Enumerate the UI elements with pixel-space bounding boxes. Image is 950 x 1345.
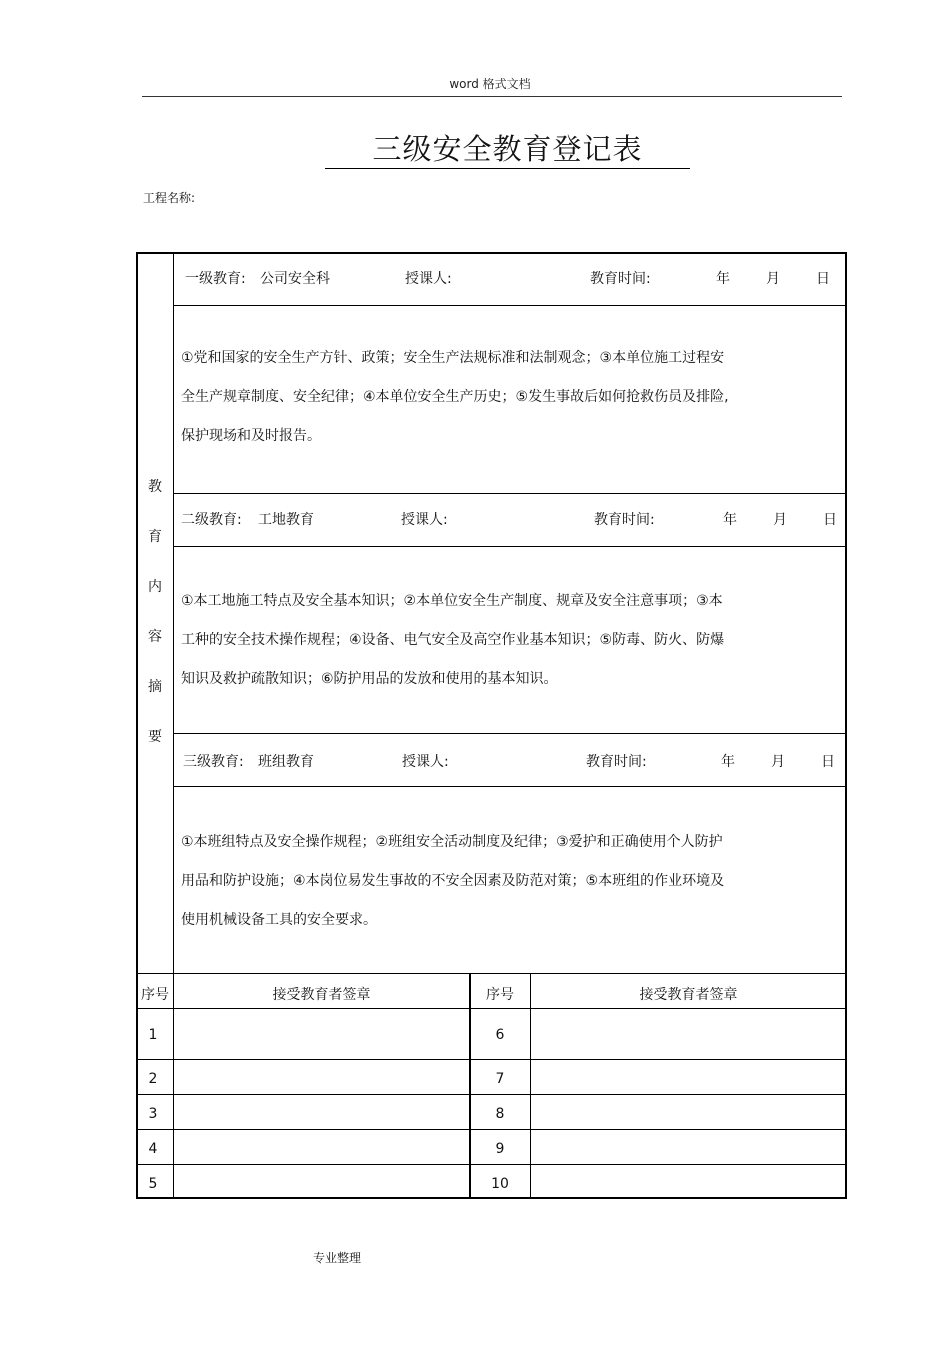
left-seq-number: 5 <box>148 1176 158 1192</box>
side-label-char: 内 <box>148 579 162 595</box>
section3-content-line: ①本班组特点及安全操作规程；②班组安全活动制度及纪律；③爱护和正确使用个人防护 <box>181 834 723 850</box>
sign-col-divider <box>530 973 531 1199</box>
section1-level-label: 一级教育: <box>185 271 246 287</box>
side-column-divider <box>173 253 174 973</box>
section2-time-label: 教育时间: <box>594 512 655 528</box>
section2-day: 日 <box>823 512 837 528</box>
side-label-char: 容 <box>148 629 162 645</box>
right-seq-number: 9 <box>495 1141 505 1157</box>
side-label-content-summary <box>138 470 172 770</box>
section3-content <box>181 823 781 940</box>
sign-row-divider <box>137 1164 846 1165</box>
page-footer: 专业整理 <box>313 1251 362 1265</box>
sign-row-divider <box>137 1059 846 1060</box>
project-name-label: 工程名称: <box>143 191 196 205</box>
right-seq-number: 6 <box>495 1027 505 1043</box>
left-seq-number: 4 <box>148 1141 158 1157</box>
side-label-char: 摘 <box>148 679 162 695</box>
side-label-char: 教 <box>148 479 162 495</box>
section1-year: 年 <box>716 271 730 287</box>
left-seq-number: 1 <box>148 1027 158 1043</box>
form-title: 三级安全教育登记表 <box>325 130 690 169</box>
right-sign-header: 接受教育者签章 <box>639 987 738 1003</box>
right-seq-header: 序号 <box>486 987 514 1003</box>
section2-level-label: 二级教育: <box>181 512 242 528</box>
left-sign-header: 接受教育者签章 <box>272 987 371 1003</box>
section2-month: 月 <box>773 512 787 528</box>
section1-content-line: 保护现场和及时报告。 <box>181 428 321 444</box>
section1-time-label: 教育时间: <box>590 271 651 287</box>
right-seq-number: 8 <box>495 1106 505 1122</box>
side-label-char: 要 <box>148 729 162 745</box>
left-seq-number: 3 <box>148 1106 158 1122</box>
section3-instructor-label: 授课人: <box>402 754 449 770</box>
section3-unit: 班组教育 <box>258 754 314 770</box>
left-seq-number: 2 <box>148 1071 158 1087</box>
section3-level-label: 三级教育: <box>183 754 244 770</box>
section2-header-divider <box>173 546 846 547</box>
section1-header-divider <box>173 305 846 306</box>
section2-instructor-label: 授课人: <box>401 512 448 528</box>
section3-day: 日 <box>821 754 835 770</box>
section2-content-line: ①本工地施工特点及安全基本知识；②本单位安全生产制度、规章及安全注意事项；③本 <box>181 593 723 609</box>
section3-content-line: 用品和防护设施；④本岗位易发生事故的不安全因素及防范对策；⑤本班组的作业环境及 <box>181 873 725 889</box>
section1-content-line: ①党和国家的安全生产方针、政策；安全生产法规标准和法制观念；③本单位施工过程安 <box>181 350 725 366</box>
sign-row-divider <box>137 1094 846 1095</box>
sign-col-divider <box>173 973 174 1199</box>
right-seq-number: 7 <box>495 1071 505 1087</box>
section2-content-line: 工种的安全技术操作规程；④设备、电气安全及高空作业基本知识；⑤防毒、防火、防爆 <box>181 632 725 648</box>
section2-year: 年 <box>723 512 737 528</box>
section2-content-line: 知识及救护疏散知识；⑥防护用品的发放和使用的基本知识。 <box>181 671 558 687</box>
side-label-char: 育 <box>148 529 162 545</box>
section2-content <box>181 582 781 699</box>
section1-day: 日 <box>816 271 830 287</box>
section1-instructor-label: 授课人: <box>405 271 452 287</box>
section1-unit: 公司安全科 <box>260 271 330 287</box>
section3-month: 月 <box>771 754 785 770</box>
left-seq-header: 序号 <box>141 987 169 1003</box>
section3-top-divider <box>173 733 846 734</box>
right-seq-number: 10 <box>491 1176 509 1192</box>
sign-header-divider <box>137 1008 846 1009</box>
header-rule <box>142 96 842 97</box>
section3-header-divider <box>173 786 846 787</box>
section3-content-line: 使用机械设备工具的安全要求。 <box>181 912 377 928</box>
section1-content-line: 全生产规章制度、安全纪律；④本单位安全生产历史；⑤发生事故后如何抢救伤员及排险, <box>181 389 729 405</box>
page-header: word 格式文档 <box>449 77 531 91</box>
sign-table-top <box>137 973 846 974</box>
section3-year: 年 <box>721 754 735 770</box>
section2-unit: 工地教育 <box>258 512 314 528</box>
section1-month: 月 <box>766 271 780 287</box>
section2-top-divider <box>173 493 846 494</box>
section3-time-label: 教育时间: <box>586 754 647 770</box>
sign-row-divider <box>137 1129 846 1130</box>
section1-content <box>181 339 781 456</box>
